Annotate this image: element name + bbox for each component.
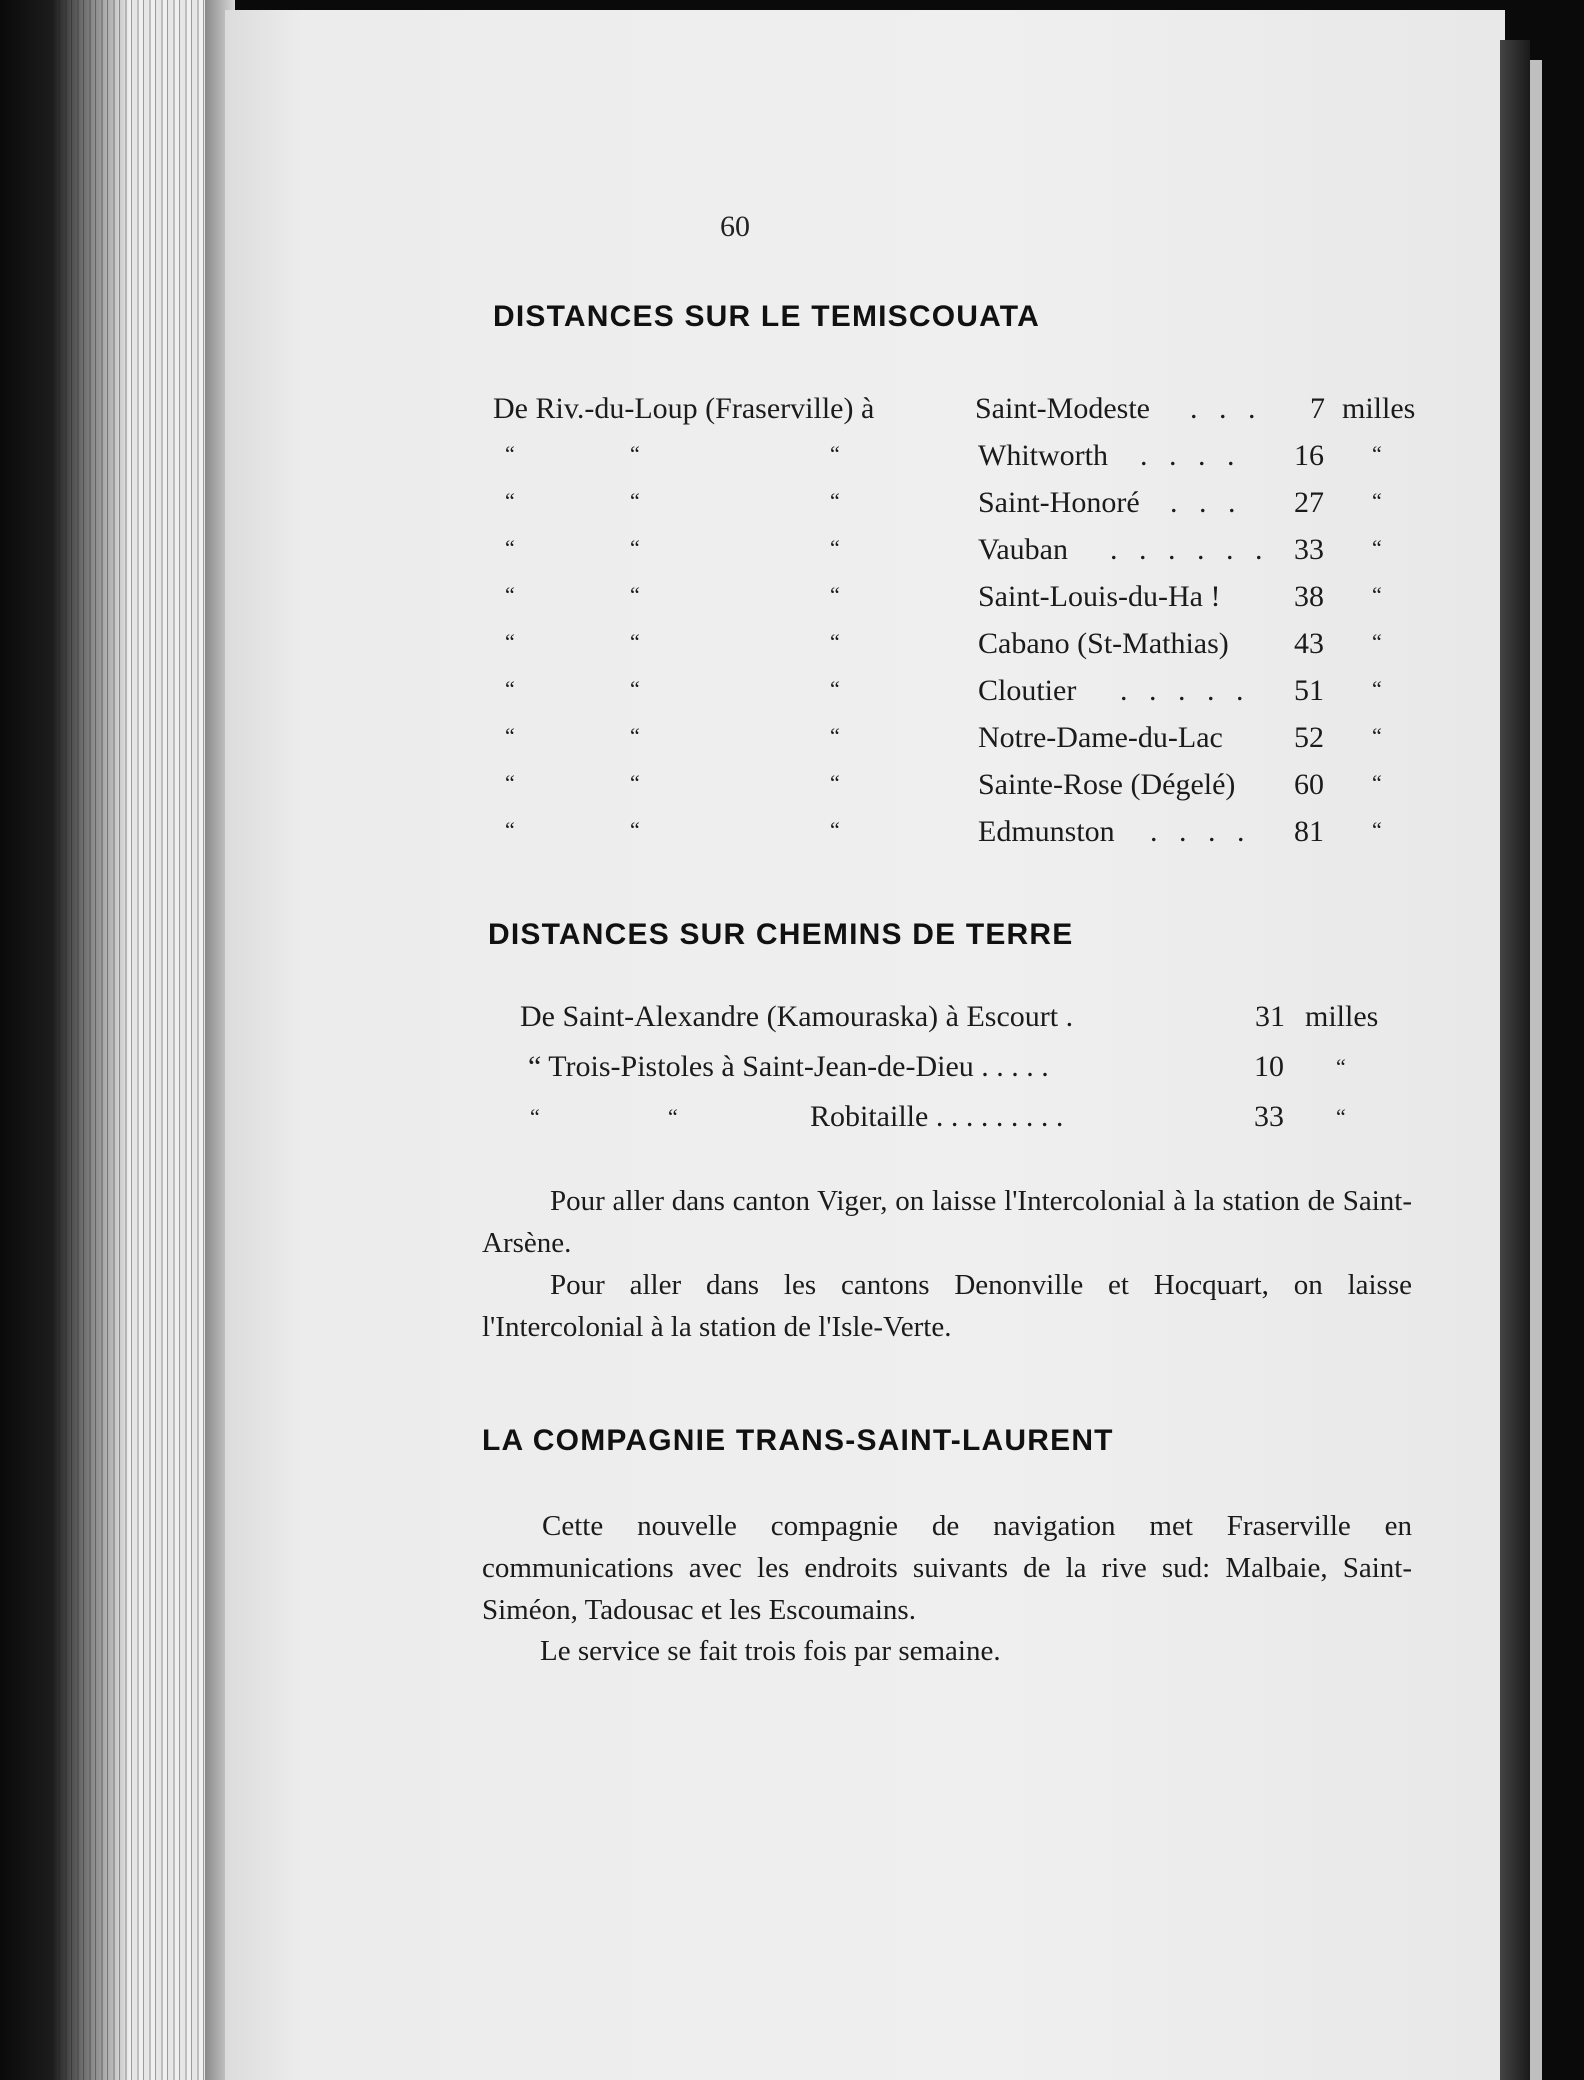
distance-unit: “ bbox=[1372, 441, 1382, 466]
dot-leader: . . . . bbox=[1150, 815, 1252, 848]
ditto-mark: “ bbox=[830, 770, 840, 795]
ditto-mark: “ bbox=[630, 723, 640, 748]
distance-value: 16 bbox=[1294, 439, 1324, 472]
destination-name: Cloutier bbox=[978, 674, 1077, 707]
dot-leader: . . . . . bbox=[1120, 674, 1251, 707]
distance-value: 33 bbox=[1254, 1100, 1284, 1133]
distance-unit: “ bbox=[1372, 582, 1382, 607]
ditto-mark: “ bbox=[505, 676, 515, 701]
page-number: 60 bbox=[720, 210, 750, 243]
distance-unit: “ bbox=[1372, 535, 1382, 560]
distance-unit: “ bbox=[1372, 488, 1382, 513]
page-edge bbox=[1530, 60, 1542, 2080]
distance-value: 52 bbox=[1294, 721, 1324, 754]
ditto-mark: “ bbox=[668, 1104, 678, 1129]
route-text: Robitaille . . . . . . . . . bbox=[810, 1100, 1064, 1133]
destination-name: Cabano (St-Mathias) bbox=[978, 627, 1229, 660]
ditto-mark: “ bbox=[505, 770, 515, 795]
destination-name: Whitworth bbox=[978, 439, 1108, 472]
ditto-mark: “ bbox=[505, 817, 515, 842]
distance-unit: “ bbox=[1336, 1054, 1346, 1079]
ditto-mark: “ bbox=[530, 1104, 540, 1129]
dot-leader: . . . . . . bbox=[1110, 533, 1270, 566]
ditto-mark: “ bbox=[630, 441, 640, 466]
ditto-mark: “ bbox=[505, 723, 515, 748]
ditto-mark: “ bbox=[630, 676, 640, 701]
ditto-mark: “ bbox=[630, 770, 640, 795]
distance-value: 38 bbox=[1294, 580, 1324, 613]
paragraph: Le service se fait trois fois par semaine. bbox=[540, 1635, 1001, 1667]
distance-unit: “ bbox=[1372, 676, 1382, 701]
destination-name: Saint-Honoré bbox=[978, 486, 1140, 519]
distance-value: 43 bbox=[1294, 627, 1324, 660]
distance-unit: “ bbox=[1372, 629, 1382, 654]
distance-value: 51 bbox=[1294, 674, 1324, 707]
section-heading-temiscouata: DISTANCES SUR LE TEMISCOUATA bbox=[493, 300, 1040, 333]
ditto-mark: “ bbox=[830, 441, 840, 466]
ditto-mark: “ bbox=[630, 535, 640, 560]
ditto-mark: “ bbox=[505, 441, 515, 466]
ditto-mark: “ bbox=[830, 817, 840, 842]
ditto-mark: “ bbox=[830, 488, 840, 513]
distance-unit: milles bbox=[1342, 392, 1416, 425]
ditto-mark: “ bbox=[505, 488, 515, 513]
ditto-mark: “ bbox=[830, 629, 840, 654]
route-text: De Saint-Alexandre (Kamouraska) à Escourt . bbox=[520, 1000, 1074, 1033]
destination-name: Saint-Modeste bbox=[975, 392, 1150, 425]
ditto-mark: “ bbox=[630, 629, 640, 654]
distance-unit: “ bbox=[1336, 1104, 1346, 1129]
destination-name: Sainte-Rose (Dégelé) bbox=[978, 768, 1236, 801]
distance-value: 31 bbox=[1255, 1000, 1285, 1033]
ditto-mark: “ bbox=[630, 817, 640, 842]
distance-value: 60 bbox=[1294, 768, 1324, 801]
page-edge-shadow bbox=[1500, 40, 1530, 2080]
destination-name: Notre-Dame-du-Lac bbox=[978, 721, 1223, 754]
distance-unit: milles bbox=[1305, 1000, 1379, 1033]
ditto-mark: “ bbox=[630, 488, 640, 513]
origin-text: De Riv.-du-Loup (Fraserville) à bbox=[493, 392, 875, 425]
dot-leader: . . . bbox=[1170, 486, 1243, 519]
destination-name: Saint-Louis-du-Ha ! bbox=[978, 580, 1221, 613]
distance-value: 33 bbox=[1294, 533, 1324, 566]
paragraph: Pour aller dans canton Viger, on laisse l'Intercolonial à la station de Saint-Arsène. bbox=[482, 1185, 1412, 1259]
ditto-mark: “ bbox=[505, 535, 515, 560]
paragraph: Pour aller dans les cantons Denonville et Hocquart, on laisse l'Intercolonial à la station de l'Isle-Verte. bbox=[482, 1269, 1412, 1343]
destination-name: Vauban bbox=[978, 533, 1068, 566]
ditto-mark: “ bbox=[830, 676, 840, 701]
distance-value: 10 bbox=[1254, 1050, 1284, 1083]
distance-unit: “ bbox=[1372, 770, 1382, 795]
distance-value: 7 bbox=[1310, 392, 1325, 425]
distance-unit: “ bbox=[1372, 723, 1382, 748]
ditto-mark: “ bbox=[630, 582, 640, 607]
paragraph: Cette nouvelle compagnie de navigation met Fraserville en communications avec les endroits suivants de la rive sud: Malbaie, Saint-Siméon, Tadousac et les Escoumains. bbox=[482, 1510, 1412, 1626]
section-heading-chemins: DISTANCES SUR CHEMINS DE TERRE bbox=[488, 918, 1074, 951]
ditto-mark: “ bbox=[505, 582, 515, 607]
ditto-mark: “ bbox=[830, 535, 840, 560]
distance-unit: “ bbox=[1372, 817, 1382, 842]
destination-name: Edmunston bbox=[978, 815, 1115, 848]
ditto-mark: “ bbox=[830, 723, 840, 748]
dot-leader: . . . . bbox=[1140, 439, 1242, 472]
distance-value: 81 bbox=[1294, 815, 1324, 848]
section-heading-compagnie: LA COMPAGNIE TRANS-SAINT-LAURENT bbox=[482, 1424, 1114, 1457]
distance-value: 27 bbox=[1294, 486, 1324, 519]
ditto-mark: “ bbox=[505, 629, 515, 654]
ditto-mark: “ bbox=[830, 582, 840, 607]
route-text: “ Trois-Pistoles à Saint-Jean-de-Dieu . . . . . bbox=[528, 1050, 1049, 1083]
dot-leader: . . . bbox=[1190, 392, 1263, 425]
book-shadow bbox=[0, 0, 130, 2080]
